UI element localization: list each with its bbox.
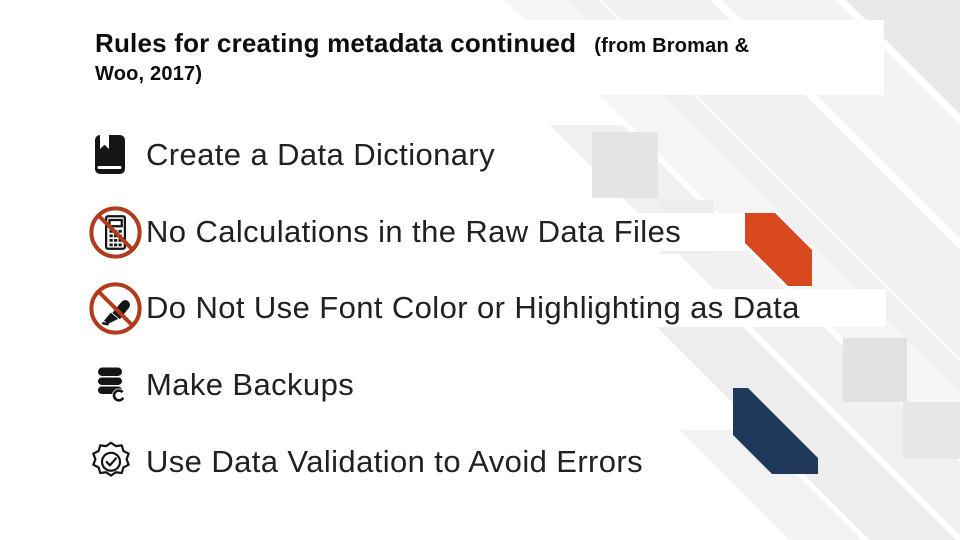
database-backup-icon bbox=[88, 363, 146, 407]
metadata-rule-item bbox=[88, 204, 745, 260]
title-citation-line2: Woo, 2017) bbox=[95, 63, 203, 85]
rule-label: Make Backups bbox=[146, 366, 362, 404]
metadata-rule-item bbox=[88, 127, 503, 183]
validation-badge-icon bbox=[88, 439, 146, 485]
slide-title-box bbox=[86, 20, 884, 95]
gray-tile bbox=[592, 132, 658, 198]
gray-tile bbox=[843, 338, 907, 402]
rule-label: Create a Data Dictionary bbox=[146, 136, 503, 174]
gray-tile bbox=[903, 402, 960, 459]
metadata-rule-item bbox=[88, 357, 362, 413]
metadata-rule-item bbox=[88, 434, 651, 490]
title-citation-line1: (from Broman & bbox=[594, 35, 750, 57]
metadata-rule-item bbox=[88, 280, 886, 336]
rule-label: Do Not Use Font Color or Highlighting as Data bbox=[146, 289, 886, 327]
rule-label: No Calculations in the Raw Data Files bbox=[146, 213, 745, 251]
book-icon bbox=[88, 132, 146, 178]
no-marker-icon bbox=[88, 281, 146, 336]
rule-label: Use Data Validation to Avoid Errors bbox=[146, 443, 651, 481]
page-title: Rules for creating metadata continued bbox=[95, 28, 577, 58]
no-calculator-icon bbox=[88, 205, 146, 260]
